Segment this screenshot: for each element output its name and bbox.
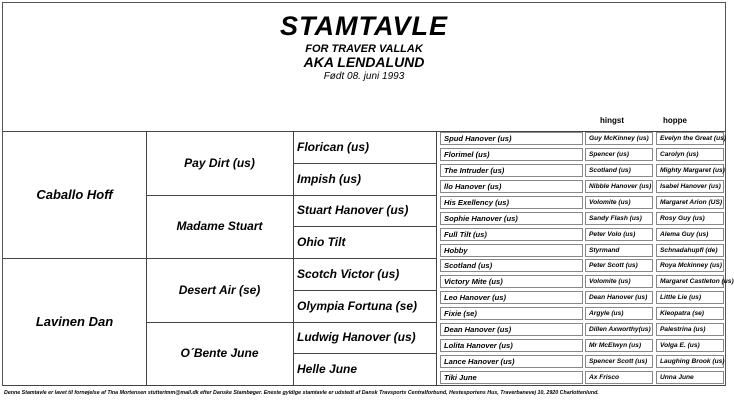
gen4-ancestor-name-text: Tiki June [440,371,583,384]
gen5-mare-name [654,291,724,305]
gen5-mare-name [654,354,724,368]
gen5-stallion-name [583,196,653,210]
gen5-mare-name-text: Laughing Brook (us) [656,355,724,368]
page-subtitle: FOR TRAVER VALLAK [305,43,423,55]
great-grandparent-name: Scotch Victor (us) [297,266,400,281]
gen5-stallion-name [583,180,653,194]
grid-line-horizontal [293,195,436,196]
gen5-mare-name-text: Schnadahupfl (de) [656,244,724,257]
gen4-ancestor-name [436,243,583,257]
gen4-ancestor-name [436,148,583,162]
gen5-stallion-name [583,291,653,305]
gen4-ancestor-name-text: Leo Hanover (us) [440,291,583,304]
gen4-ancestor-name [436,211,583,225]
gen4-ancestor-name-text: The Intruder (us) [440,164,583,177]
gen4-ancestor-name [436,227,583,241]
gen4-ancestor-name [436,180,583,194]
great-grandparent-name: Olympia Fortuna (se) [297,298,418,313]
gen4-ancestor-name-text: Florimel (us) [440,148,583,161]
grid-line-horizontal [293,163,436,164]
great-grandparent-name: Ludwig Hanover (us) [297,330,416,345]
gen4-ancestor-name [436,196,583,210]
gen5-mare-name-text: Roya Mckinney (us) [656,259,724,272]
gen5-mare-name [654,164,724,178]
gen5-mare-name-text: Alema Guy (us) [656,228,724,241]
great-grandparent-name: Ohio Tilt [297,235,346,250]
gen5-stallion-name [583,164,653,178]
grid-line-horizontal [146,195,293,196]
gen4-ancestor-name-text: Full Tilt (us) [440,228,583,241]
gen5-mare-name [654,338,724,352]
gen4-ancestor-name-text: Dean Hanover (us) [440,323,583,336]
gen5-mare-name-text: Palestrina (us) [656,323,724,336]
gen5-mare-name-text: Unna June [656,371,724,384]
great-grandparent-name: Florican (us) [297,139,370,154]
gen5-mare-name-text: Carolyn (us) [656,148,724,161]
gen4-ancestor-name [436,307,583,321]
great-grandparent-name: Impish (us) [297,171,362,186]
gen5-mare-name-text: Rosy Guy (us) [656,212,724,225]
gen5-mare-name [654,148,724,162]
grid-line-horizontal [293,258,436,259]
gen4-ancestor-name [436,259,583,273]
gen5-stallion-name-text: Mr McElwyn (us) [585,339,653,352]
great-grandparent-name: Stuart Hanover (us) [297,203,409,218]
grandparent-name: Pay Dirt (us) [184,155,255,170]
gen5-mare-name [654,370,724,384]
gen5-stallion-name-text: Argyle (us) [585,307,653,320]
gen4-ancestor-name [436,132,583,146]
gen4-ancestor-name-text: Spud Hanover (us) [440,132,583,145]
gen5-mare-name-text: Evelyn the Great (us) [656,132,724,145]
gen5-stallion-name [583,148,653,162]
gen5-mare-name-text: Margaret Castleton (us) [656,275,724,288]
gen5-mare-name [654,227,724,241]
gen4-ancestor-name-text: Fixie (se) [440,307,583,320]
gen5-mare-name-text: Kleopatra (se) [656,307,724,320]
gen5-mare-name [654,211,724,225]
gen5-stallion-name [583,354,653,368]
gen5-stallion-name-text: Styrmand [585,244,653,257]
footer-note: Denne Stamtavle er lavet til fornøjelse af Tina Mortensen stutterimm@mail.dk efter Danske Stambøger. Eneste gyldige stamtavle er udstedt af Dansk Travsports Centralforbund, Hestesportens Hus, Traverbanevej 10, 2920 Charlottenlund. [4,390,599,396]
gen4-ancestor-name-text: Sophie Hanover (us) [440,212,583,225]
gen5-mare-name-text: Volga E. (us) [656,339,724,352]
gen5-stallion-name-text: Peter Volo (us) [585,228,653,241]
gen5-stallion-name-text: Scotland (us) [585,164,653,177]
grid-line-horizontal [146,258,293,259]
gen5-mare-name-text: Margaret Arion (US) [656,196,724,209]
gen5-stallion-name-text: Spencer (us) [585,148,653,161]
gen5-stallion-name [583,259,653,273]
gen5-stallion-name [583,370,653,384]
gen5-stallion-name-text: Dean Hanover (us) [585,291,653,304]
gen5-mare-name-text: Mighty Margaret (us) [656,164,724,177]
grandparent-name: Madame Stuart [176,219,263,234]
grid-line-horizontal [293,290,436,291]
gen5-stallion-name-text: Ax Frisco [585,371,653,384]
gen5-mare-name [654,196,724,210]
gen4-ancestor-name [436,323,583,337]
gen5-stallion-name [583,338,653,352]
gen5-mare-name [654,243,724,257]
grid-line-horizontal [3,385,725,386]
gen4-ancestor-name [436,291,583,305]
gen4-ancestor-name [436,338,583,352]
gen5-stallion-name-text: Nibble Hanover (us) [585,180,653,193]
grid-line-horizontal [293,353,436,354]
gen5-stallion-name-text: Guy McKinney (us) [585,132,653,145]
gen4-ancestor-name-text: His Exellency (us) [440,196,583,209]
grandparent-name: Desert Air (se) [178,282,261,297]
gen5-stallion-name [583,227,653,241]
gen5-mare-name [654,275,734,289]
dam-name: Lavinen Dan [35,314,114,329]
gen5-stallion-name-text: Volomite (us) [585,275,653,288]
mare-column-header: hoppe [663,116,687,125]
gen5-stallion-name [583,211,653,225]
gen5-stallion-name-text: Dillen Axworthy(us) [585,323,653,336]
gen5-mare-name [654,323,724,337]
great-grandparent-name: Helle June [297,362,358,377]
gen5-mare-name-text: Isabel Hanover (us) [656,180,724,193]
gen4-ancestor-name-text: Hobby [440,244,583,257]
gen5-stallion-name [583,307,653,321]
gen4-ancestor-name [436,275,583,289]
gen4-ancestor-name [436,164,583,178]
stallion-column-header: hingst [600,116,624,125]
grid-line-horizontal [293,226,436,227]
grid-line-horizontal [293,322,436,323]
gen4-ancestor-name-text: Lolita Hanover (us) [440,339,583,352]
gen5-mare-name [654,132,724,146]
gen5-mare-name [654,259,724,273]
grandparent-name: O´Bente June [180,346,259,361]
gen5-mare-name-text: Little Lie (us) [656,291,724,304]
grid-line-horizontal [3,258,146,259]
gen5-stallion-name [583,132,653,146]
pedigree-sheet [2,2,734,386]
gen5-stallion-name-text: Peter Scott (us) [585,259,653,272]
gen5-mare-name [654,180,724,194]
gen5-mare-name [654,307,724,321]
page-title: STAMTAVLE [280,11,448,41]
gen5-stallion-name-text: Volomite (us) [585,196,653,209]
gen4-ancestor-name [436,370,583,384]
aka-name: AKA LENDALUND [303,54,425,70]
grid-line-horizontal [146,322,293,323]
gen4-ancestor-name-text: Lance Hanover (us) [440,355,583,368]
gen5-stallion-name [583,243,653,257]
gen4-ancestor-name [436,354,583,368]
gen4-ancestor-name-text: llo Hanover (us) [440,180,583,193]
birth-date: Født 08. juni 1993 [323,71,405,82]
gen5-stallion-name [583,323,653,337]
gen4-ancestor-name-text: Scotland (us) [440,259,583,272]
gen5-stallion-name-text: Sandy Flash (us) [585,212,653,225]
gen5-stallion-name-text: Spencer Scott (us) [585,355,653,368]
gen5-stallion-name [583,275,653,289]
sire-name: Caballo Hoff [36,187,113,202]
gen4-ancestor-name-text: Victory Mite (us) [440,275,583,288]
